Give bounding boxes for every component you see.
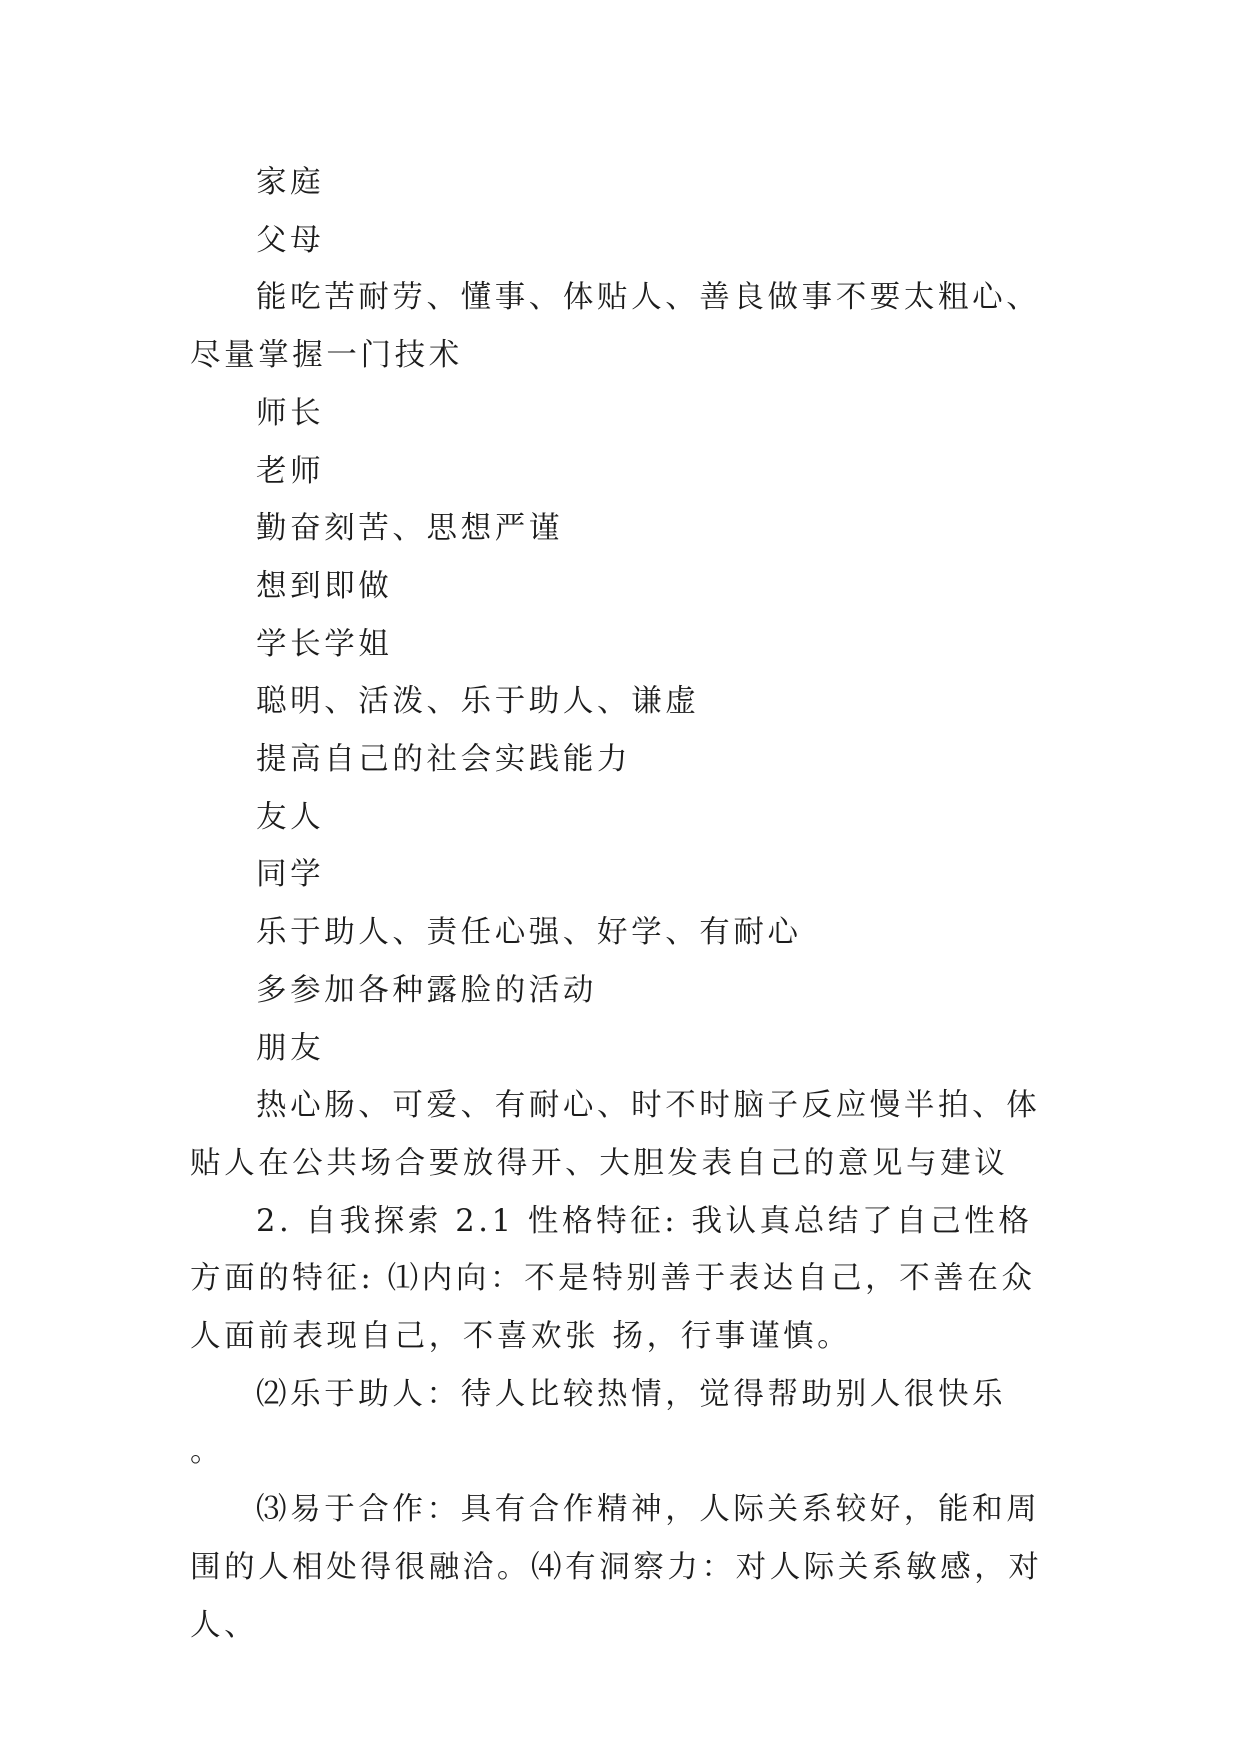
paragraph: 多参加各种露脸的活动	[256, 972, 597, 1008]
paragraph: 聪明、活泼、乐于助人、谦虚	[256, 684, 700, 720]
paragraph: 朋友	[256, 1030, 325, 1066]
paragraph: 2. 自我探索 2.1 性格特征: 我认真总结了自己性格方面的特征: ⑴内向：不是特别善于表达自己，不善在众人面前表现自己，不喜欢张 扬，行事谨慎。	[190, 1203, 1036, 1355]
paragraph: 热心肠、可爱、有耐心、时不时脑子反应慢半拍、体贴人在公共场合要放得开、大胆发表自己的意见与建议	[190, 1088, 1041, 1181]
paragraph: 提高自己的社会实践能力	[256, 742, 632, 778]
paragraph: 学长学姐	[256, 626, 393, 662]
paragraph: 同学	[256, 857, 325, 893]
paragraph: 乐于助人、责任心强、好学、有耐心	[256, 915, 802, 951]
paragraph: 勤奋刻苦、思想严谨	[256, 511, 563, 547]
paragraph: 想到即做	[256, 568, 393, 604]
paragraph: 友人	[256, 799, 325, 835]
document-body	[190, 154, 1050, 1654]
paragraph: 师长	[256, 395, 325, 431]
paragraph: ⑵乐于助人：待人比较热情，觉得帮助别人很快乐 。	[190, 1376, 1020, 1470]
paragraph: 家庭	[256, 165, 325, 200]
paragraph: 父母	[256, 222, 325, 258]
paragraph: ⑶易于合作：具有合作精神，人际关系较好，能和周围的人相处得很融洽。⑷有洞察力：对人际关系敏感，对人、	[190, 1492, 1043, 1643]
paragraph: 老师	[256, 453, 325, 489]
paragraph: 能吃苦耐劳、懂事、体贴人、善良做事不要太粗心、尽量掌握一门技术	[190, 280, 1041, 374]
